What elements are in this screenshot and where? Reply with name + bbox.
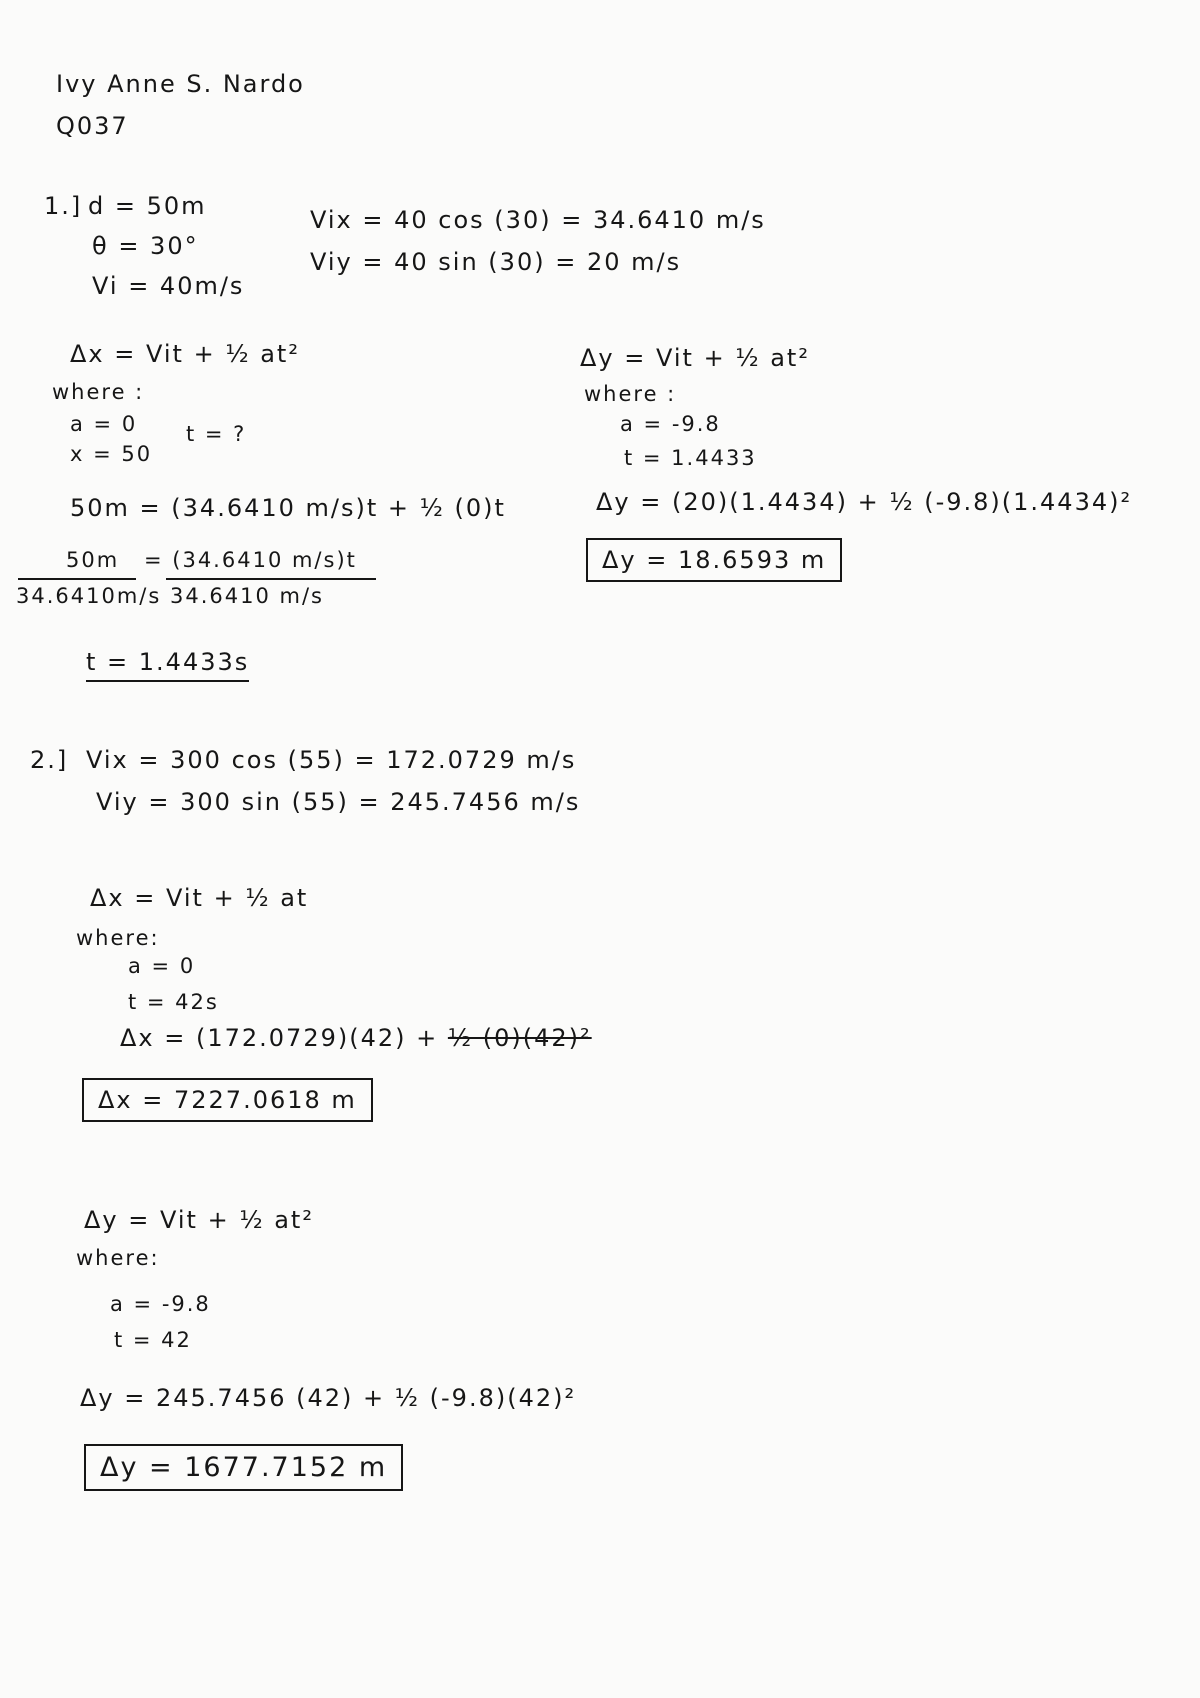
p2-dy-result-box: Δy = 1677.7152 m	[84, 1444, 403, 1491]
p2-dy-substitution: Δy = 245.7456 (42) + ½ (-9.8)(42)²	[80, 1384, 577, 1412]
p1-frac-right-den: 34.6410 m/s	[170, 584, 324, 608]
p2-dx-result-box: Δx = 7227.0618 m	[82, 1078, 373, 1122]
p1-given-d: d = 50m	[88, 192, 207, 220]
p2-dx-substitution	[120, 1024, 592, 1052]
p1-frac-left-den: 34.6410m/s	[16, 584, 162, 608]
p1-dy-result-box: Δy = 18.6593 m	[586, 538, 842, 582]
student-code: Q037	[56, 112, 129, 140]
p1-dy-t: t = 1.4433	[624, 446, 757, 470]
p2-dx-where: where:	[76, 926, 160, 950]
p2-viy: Viy = 300 sin (55) = 245.7456 m/s	[96, 788, 581, 816]
p1-t-result: t = 1.4433s	[86, 648, 249, 682]
p2-dx-a: a = 0	[128, 954, 196, 978]
p1-frac-right-num: = (34.6410 m/s)t	[144, 548, 357, 572]
p2-dy-t: t = 42	[114, 1328, 192, 1352]
p1-given-vi: Vi = 40m/s	[92, 272, 245, 300]
p1-viy: Viy = 40 sin (30) = 20 m/s	[310, 248, 682, 276]
fraction-bar	[166, 578, 376, 580]
p2-vix: Vix = 300 cos (55) = 172.0729 m/s	[86, 746, 577, 774]
p1-dy-substitution: Δy = (20)(1.4434) + ½ (-9.8)(1.4434)²	[596, 488, 1133, 516]
p2-dx-sub-strike: ½ (0)(42)²	[447, 1024, 592, 1052]
p1-dy-formula: Δy = Vit + ½ at²	[580, 344, 810, 372]
problem1-number: 1.]	[44, 192, 83, 220]
p1-given-theta: θ = 30°	[92, 232, 199, 260]
problem2-number: 2.]	[30, 746, 69, 774]
p1-dx-a: a = 0	[70, 412, 138, 436]
p1-dy-a: a = -9.8	[620, 412, 721, 436]
p2-dy-formula: Δy = Vit + ½ at²	[84, 1206, 314, 1234]
p1-dx-substitution: 50m = (34.6410 m/s)t + ½ (0)t	[70, 494, 506, 522]
p2-dx-sub-main: Δx = (172.0729)(42) +	[120, 1024, 448, 1052]
fraction-bar	[18, 578, 136, 580]
p2-dx-t: t = 42s	[128, 990, 219, 1014]
p1-vix: Vix = 40 cos (30) = 34.6410 m/s	[310, 206, 766, 234]
p1-dx-formula: Δx = Vit + ½ at²	[70, 340, 300, 368]
p2-dy-a: a = -9.8	[110, 1292, 211, 1316]
p1-dx-where: where :	[52, 380, 145, 404]
student-name: Ivy Anne S. Nardo	[56, 70, 305, 98]
p2-dy-where: where:	[76, 1246, 160, 1270]
p1-frac-left-num: 50m	[66, 548, 120, 572]
p2-dx-formula: Δx = Vit + ½ at	[90, 884, 309, 912]
p1-dx-x: x = 50	[70, 442, 153, 466]
p1-dx-t: t = ?	[186, 422, 247, 446]
p1-dy-where: where :	[584, 382, 677, 406]
